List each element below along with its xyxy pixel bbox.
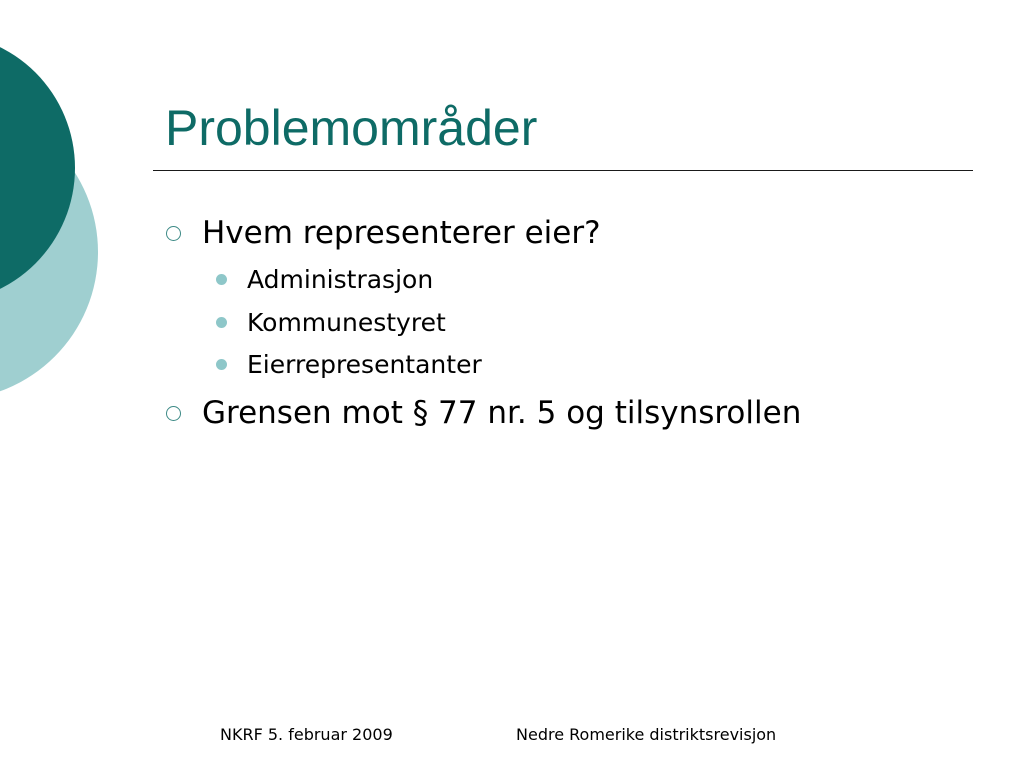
title-divider: [153, 170, 973, 171]
bullet-text: Grensen mot § 77 nr. 5 og tilsynsrollen: [202, 395, 802, 431]
bullet-item: [166, 393, 801, 433]
bullet-item: [166, 213, 601, 253]
hollow-circle-bullet-icon: [166, 226, 181, 241]
hollow-circle-bullet-icon: [166, 406, 181, 421]
footer-date: NKRF 5. februar 2009: [220, 725, 393, 744]
sub-bullet-text: Administrasjon: [247, 264, 434, 294]
sub-bullet-text: Kommunestyret: [247, 307, 446, 337]
dot-bullet-icon: [216, 317, 227, 328]
sub-bullet-item: [216, 262, 433, 296]
footer-organization: Nedre Romerike distriktsrevisjon: [516, 725, 777, 744]
sub-bullet-text: Eierrepresentanter: [247, 349, 482, 379]
dot-bullet-icon: [216, 274, 227, 285]
bullet-text: Hvem representerer eier?: [202, 215, 601, 251]
decorative-circles: [0, 0, 110, 410]
dot-bullet-icon: [216, 359, 227, 370]
slide-title: Problemområder: [165, 100, 538, 156]
sub-bullet-item: [216, 347, 482, 381]
sub-bullet-item: [216, 305, 446, 339]
